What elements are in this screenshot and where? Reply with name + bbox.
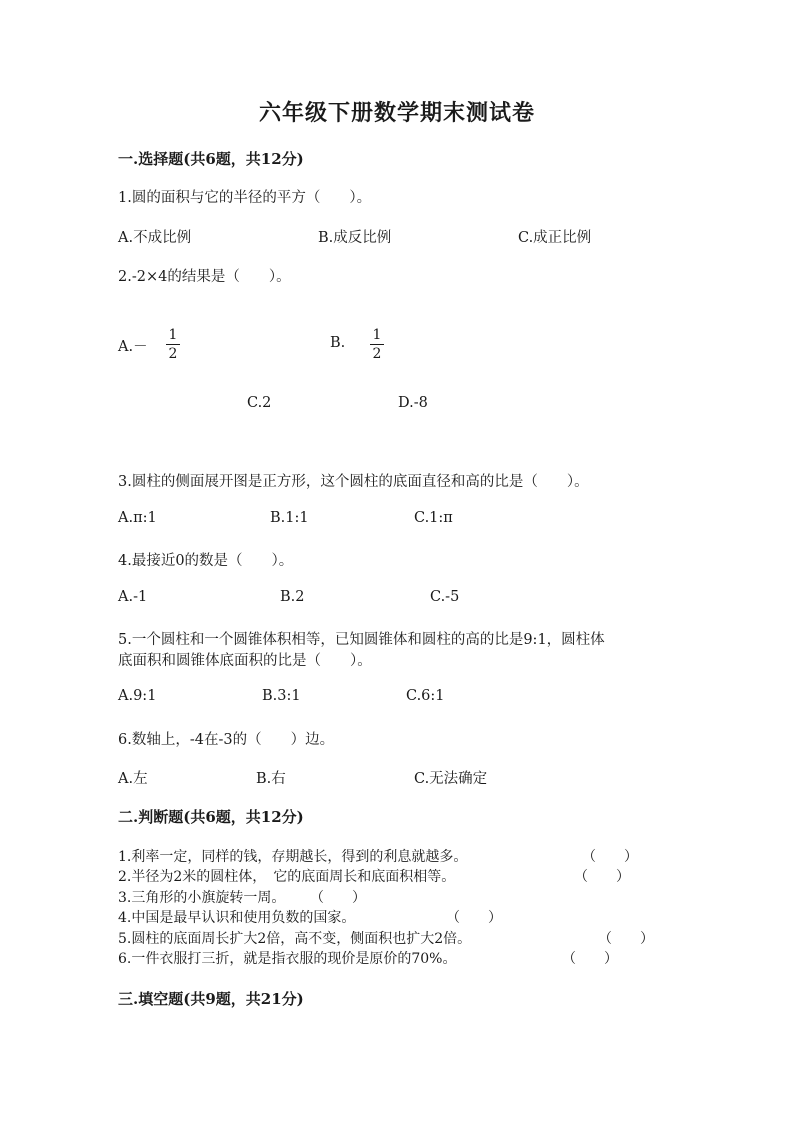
q6-option-c: C.无法确定: [414, 771, 488, 787]
question-4: 4.最接近0的数是（ ）。: [118, 553, 294, 569]
q5-option-a: A.9:1: [118, 688, 157, 704]
q2-a-numerator: 1: [168, 327, 178, 343]
judge-item-2: 2.半径为2米的圆柱体， 它的底面周长和底面积相等。: [118, 869, 456, 885]
q5-option-b: B.3:1: [262, 688, 301, 704]
judge-item-1: 1.利率一定，同样的钱，存期越长，得到的利息就越多。: [118, 849, 468, 865]
question-1: 1.圆的面积与它的半径的平方（ ）。: [118, 190, 372, 206]
section-heading-fill: 三.填空题(共9题，共21分): [118, 990, 304, 1008]
page-title: 六年级下册数学期末测试卷: [258, 100, 535, 126]
q6-option-b: B.右: [256, 771, 286, 787]
q4-option-c: C.-5: [430, 589, 460, 605]
judge-item-6: 6.一件衣服打三折，就是指衣服的现价是原价的70%。: [118, 951, 457, 967]
judge-item-3: 3.三角形的小旗旋转一周。: [118, 890, 286, 906]
judge-item-4: 4.中国是最早认识和使用负数的国家。: [118, 910, 356, 926]
q2-option-a-prefix: A.－: [118, 339, 148, 355]
judge-item-5-blank: （ ）: [598, 931, 654, 947]
q6-option-a: A.左: [118, 771, 148, 787]
question-5-line2: 底面积和圆锥体底面积的比是（ ）。: [118, 653, 372, 669]
q2-b-denominator: 2: [372, 346, 382, 362]
judge-item-5: 5.圆柱的底面周长扩大2倍，高不变，侧面积也扩大2倍。: [118, 931, 472, 947]
q2-a-denominator: 2: [168, 346, 178, 362]
question-3: 3.圆柱的侧面展开图是正方形，这个圆柱的底面直径和高的比是（ ）。: [118, 474, 589, 490]
judge-item-4-blank: （ ）: [446, 910, 502, 926]
question-2: 2.-2×4的结果是（ ）。: [118, 269, 291, 285]
question-6: 6.数轴上，-4在-3的（ ）边。: [118, 732, 335, 748]
q2-option-c: C.2: [247, 395, 272, 411]
q2-option-d: D.-8: [398, 395, 428, 411]
q2-option-b-prefix: B.: [330, 335, 346, 351]
judge-item-3-blank: （ ）: [310, 890, 366, 906]
q3-option-c: C.1:π: [414, 510, 453, 526]
fraction-bar: [370, 344, 384, 345]
q2-b-numerator: 1: [372, 327, 382, 343]
q2-option-b-fraction: [370, 327, 384, 362]
q5-option-c: C.6:1: [406, 688, 445, 704]
judge-item-6-blank: （ ）: [562, 951, 618, 967]
question-5-line1: 5.一个圆柱和一个圆锥体积相等，已知圆锥体和圆柱的高的比是9:1，圆柱体: [118, 632, 605, 648]
judge-item-2-blank: （ ）: [574, 869, 630, 885]
q3-option-a: A.π:1: [118, 510, 157, 526]
q1-option-c: C.成正比例: [518, 230, 592, 246]
q4-option-b: B.2: [280, 589, 305, 605]
section-heading-judge: 二.判断题(共6题，共12分): [118, 808, 304, 826]
judge-item-1-blank: （ ）: [582, 849, 638, 865]
q4-option-a: A.-1: [118, 589, 148, 605]
fraction-bar: [166, 344, 180, 345]
q2-option-a-fraction: [166, 327, 180, 362]
q1-option-a: A.不成比例: [118, 230, 192, 246]
q3-option-b: B.1:1: [270, 510, 309, 526]
section-heading-choice: 一.选择题(共6题，共12分): [118, 150, 304, 168]
q1-option-b: B.成反比例: [318, 230, 392, 246]
